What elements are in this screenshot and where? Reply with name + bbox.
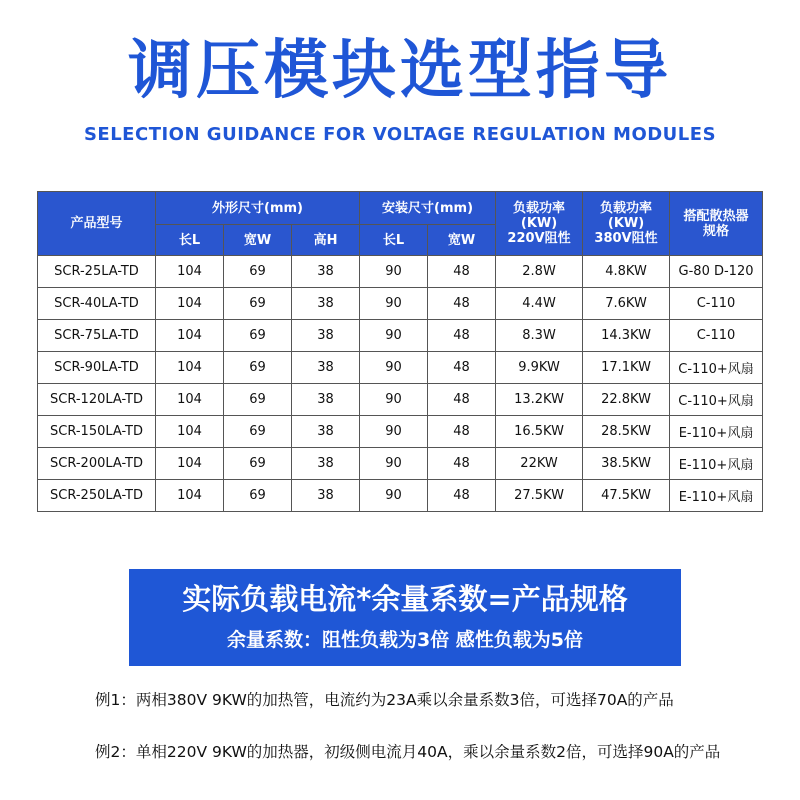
example-2: 例2：单相220V 9KW的加热器，初级侧电流月40A，乘以余量系数2倍，可选择90A的产品 (95, 743, 721, 761)
table-header-row (38, 192, 763, 225)
table-cell: E-110+风扇 (670, 448, 763, 480)
table-cell: SCR-150LA-TD (38, 416, 156, 448)
table-cell: 38 (292, 416, 360, 448)
table-cell: SCR-40LA-TD (38, 288, 156, 320)
table-cell: 104 (156, 480, 224, 512)
table-cell: 69 (224, 480, 292, 512)
table-cell: 38 (292, 256, 360, 288)
table-cell: 4.4W (496, 288, 583, 320)
table-cell: 28.5KW (583, 416, 670, 448)
table-cell: 90 (360, 288, 428, 320)
table-cell: 48 (428, 448, 496, 480)
table-cell: 69 (224, 256, 292, 288)
table-cell: 38 (292, 352, 360, 384)
table-cell: 69 (224, 384, 292, 416)
selection-table (37, 191, 763, 512)
subheader-width: 宽W (224, 225, 292, 256)
table-cell: 7.6KW (583, 288, 670, 320)
table-row (38, 448, 763, 480)
header-model: 产品型号 (38, 192, 156, 256)
table-cell: C-110+风扇 (670, 384, 763, 416)
header-heatsink: 搭配散热器 规格 (670, 192, 763, 256)
table-cell: 48 (428, 480, 496, 512)
table-cell: 104 (156, 320, 224, 352)
header-load-380v: 负载功率 (KW) 380V阻性 (583, 192, 670, 256)
table-cell: 38 (292, 448, 360, 480)
formula-sub-text: 余量系数：阻性负载为3倍 感性负载为5倍 (226, 629, 584, 651)
table-cell: 90 (360, 384, 428, 416)
table-cell: 90 (360, 480, 428, 512)
table-cell: 48 (428, 416, 496, 448)
table-cell: 2.8W (496, 256, 583, 288)
table-cell: 38.5KW (583, 448, 670, 480)
table-cell: 8.3W (496, 320, 583, 352)
table-cell: SCR-25LA-TD (38, 256, 156, 288)
table-cell: C-110 (670, 320, 763, 352)
table-cell: 69 (224, 448, 292, 480)
header-load-220v: 负载功率 (KW) 220V阻性 (496, 192, 583, 256)
table-cell: 104 (156, 448, 224, 480)
table-cell: 27.5KW (496, 480, 583, 512)
table-cell: 90 (360, 256, 428, 288)
table-cell: 48 (428, 256, 496, 288)
table-cell: 69 (224, 352, 292, 384)
table-row (38, 288, 763, 320)
table-cell: C-110+风扇 (670, 352, 763, 384)
table-row (38, 480, 763, 512)
table-cell: SCR-75LA-TD (38, 320, 156, 352)
table-cell: 13.2KW (496, 384, 583, 416)
page-subtitle: SELECTION GUIDANCE FOR VOLTAGE REGULATION MODULES (83, 124, 717, 145)
table-cell: 48 (428, 320, 496, 352)
table-cell: C-110 (670, 288, 763, 320)
table-cell: 69 (224, 288, 292, 320)
table-cell: 90 (360, 320, 428, 352)
table-cell: SCR-250LA-TD (38, 480, 156, 512)
table-cell: 104 (156, 416, 224, 448)
table-cell: 17.1KW (583, 352, 670, 384)
table-cell: 48 (428, 288, 496, 320)
table-row (38, 416, 763, 448)
header-outer-size: 外形尺寸(mm) (156, 192, 360, 225)
table-cell: 69 (224, 320, 292, 352)
formula-banner (129, 569, 681, 666)
table-cell: 104 (156, 352, 224, 384)
table-cell: 38 (292, 384, 360, 416)
table-cell: 14.3KW (583, 320, 670, 352)
table-cell: 48 (428, 352, 496, 384)
table-cell: 104 (156, 384, 224, 416)
table-cell: 104 (156, 288, 224, 320)
subheader-install-length: 长L (360, 225, 428, 256)
table-row (38, 320, 763, 352)
table-cell: 16.5KW (496, 416, 583, 448)
table-cell: 38 (292, 288, 360, 320)
table-cell: SCR-90LA-TD (38, 352, 156, 384)
subheader-install-width: 宽W (428, 225, 496, 256)
table-cell: 38 (292, 480, 360, 512)
page-title: 调压模块选型指导 (128, 34, 672, 108)
subheader-height: 高H (292, 225, 360, 256)
table-cell: 90 (360, 448, 428, 480)
table-cell: 104 (156, 256, 224, 288)
table-cell: 4.8KW (583, 256, 670, 288)
header-install-size: 安装尺寸(mm) (360, 192, 496, 225)
table-cell: 38 (292, 320, 360, 352)
formula-main-text: 实际负载电流*余量系数=产品规格 (182, 582, 628, 616)
table-cell: 90 (360, 352, 428, 384)
table-cell: 90 (360, 416, 428, 448)
table-cell: 9.9KW (496, 352, 583, 384)
table-row (38, 256, 763, 288)
subheader-length: 长L (156, 225, 224, 256)
table-cell: 47.5KW (583, 480, 670, 512)
table-cell: 22KW (496, 448, 583, 480)
table-row (38, 352, 763, 384)
table-cell: SCR-120LA-TD (38, 384, 156, 416)
table-row (38, 384, 763, 416)
table-cell: 69 (224, 416, 292, 448)
table-cell: 48 (428, 384, 496, 416)
table-cell: E-110+风扇 (670, 480, 763, 512)
table-cell: 22.8KW (583, 384, 670, 416)
table-cell: G-80 D-120 (670, 256, 763, 288)
table-cell: E-110+风扇 (670, 416, 763, 448)
example-1: 例1：两相380V 9KW的加热管，电流约为23A乘以余量系数3倍，可选择70A的产品 (95, 691, 674, 709)
table-cell: SCR-200LA-TD (38, 448, 156, 480)
